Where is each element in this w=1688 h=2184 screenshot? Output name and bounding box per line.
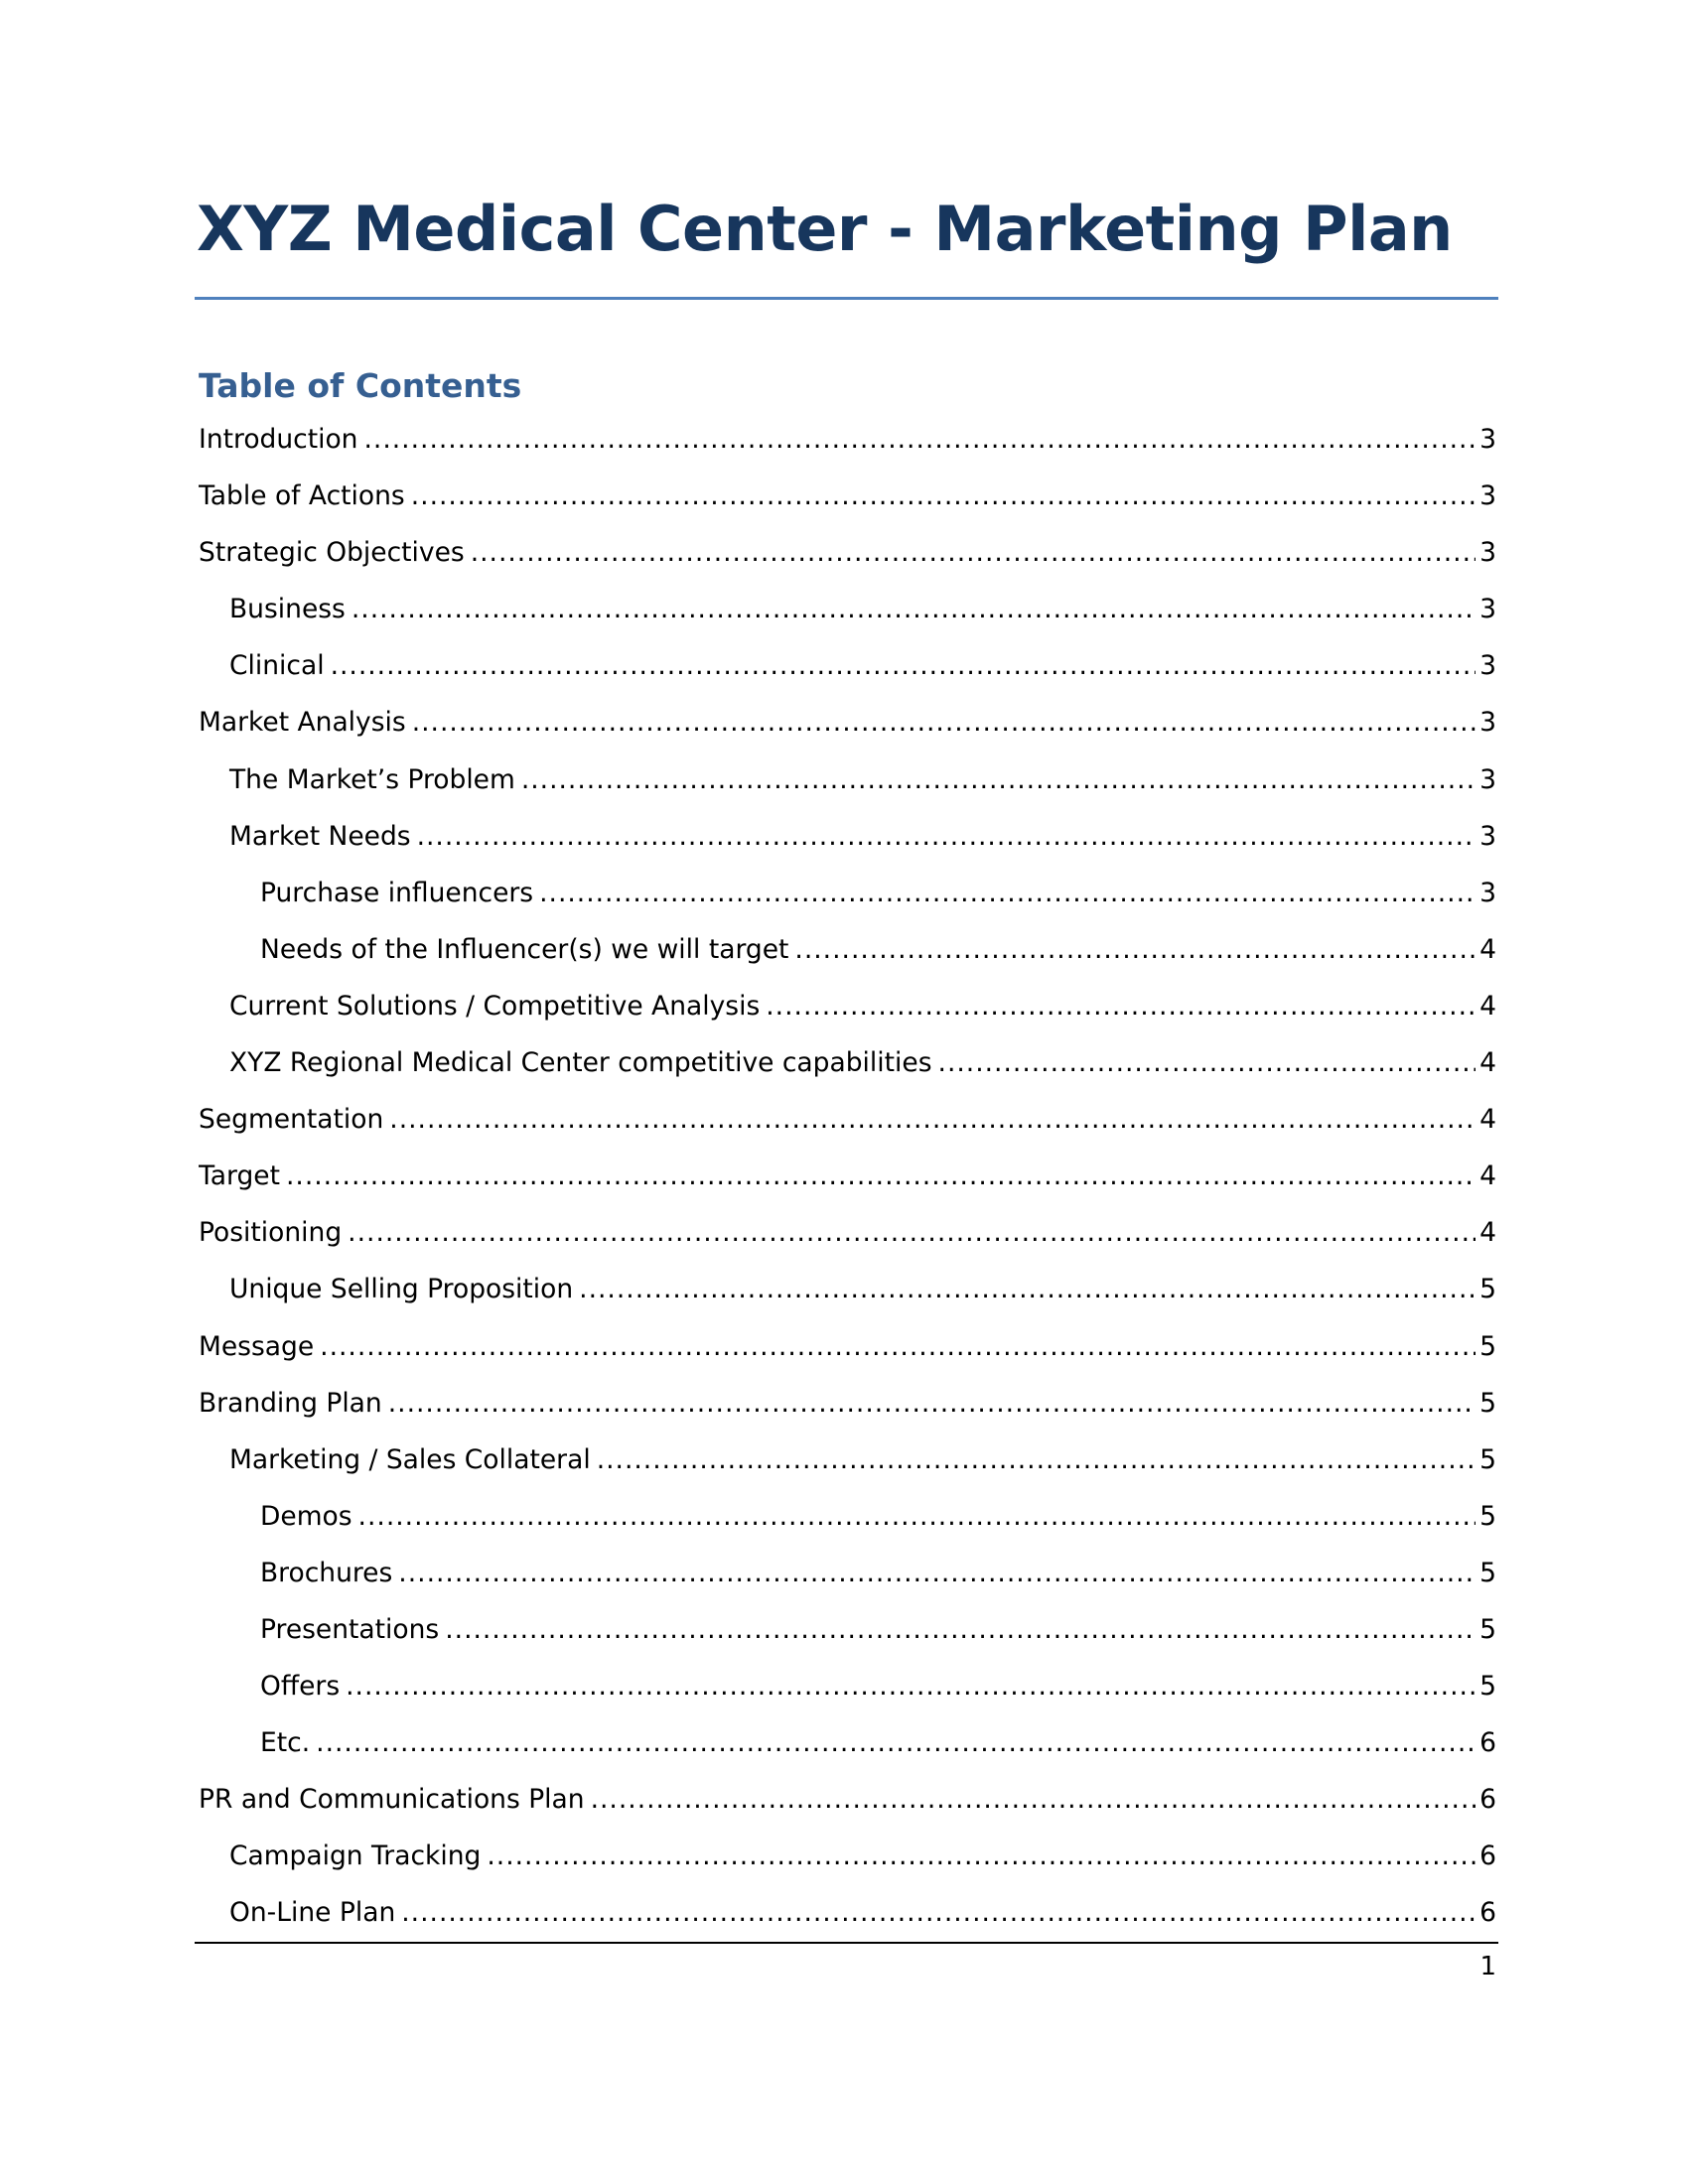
toc-entry-page: 3: [1479, 877, 1496, 908]
toc-dot-leader: [766, 978, 1476, 1034]
toc-entry-label: Introduction: [199, 424, 358, 455]
toc-dot-leader: [471, 524, 1476, 581]
toc-dot-leader: [389, 1091, 1476, 1148]
toc-entry-label: XYZ Regional Medical Center competitive capabilities: [229, 1047, 932, 1079]
toc-entry-page: 6: [1479, 1841, 1496, 1872]
toc-entry[interactable]: [199, 1318, 1496, 1375]
toc-entry-page: 3: [1479, 763, 1496, 795]
toc-dot-leader: [316, 1714, 1476, 1771]
toc-entry-page: 5: [1479, 1274, 1496, 1305]
toc-entry-label: Purchase influencers: [260, 877, 534, 908]
toc-entry-label: Current Solutions / Competitive Analysis: [229, 990, 761, 1022]
toc-entry-page: 6: [1479, 1784, 1496, 1816]
toc-entry[interactable]: [199, 1261, 1496, 1317]
toc-entry[interactable]: [199, 1432, 1496, 1488]
toc-dot-leader: [938, 1034, 1477, 1091]
toc-dot-leader: [412, 694, 1476, 751]
toc-entry-label: Campaign Tracking: [229, 1841, 482, 1872]
toc-entry-page: 5: [1479, 1387, 1496, 1419]
toc-entry-page: 4: [1479, 1160, 1496, 1192]
toc-dot-leader: [445, 1601, 1476, 1658]
toc-entry-page: 6: [1479, 1897, 1496, 1929]
toc-entry-label: Marketing / Sales Collateral: [229, 1443, 591, 1475]
toc-entry[interactable]: [199, 1828, 1496, 1884]
toc-dot-leader: [331, 637, 1477, 694]
toc-entry[interactable]: [199, 1148, 1496, 1204]
toc-entry[interactable]: [199, 581, 1496, 637]
toc-entry-label: Clinical: [229, 650, 325, 682]
toc-entry-page: 5: [1479, 1500, 1496, 1532]
toc-entry-label: Presentations: [260, 1613, 440, 1645]
toc-entry[interactable]: [199, 1545, 1496, 1601]
toc-entry[interactable]: [199, 1601, 1496, 1658]
toc-entry-page: 4: [1479, 933, 1496, 965]
toc-entry-page: 3: [1479, 480, 1496, 512]
toc-dot-leader: [411, 468, 1476, 524]
toc-dot-leader: [363, 411, 1476, 468]
toc-dot-leader: [348, 1204, 1476, 1261]
toc-entry[interactable]: [199, 751, 1496, 808]
toc-entry-page: 3: [1479, 594, 1496, 625]
toc-dot-leader: [591, 1771, 1477, 1828]
toc-dot-leader: [539, 865, 1476, 921]
toc-dot-leader: [346, 1658, 1476, 1714]
toc-dot-leader: [401, 1884, 1476, 1941]
toc-entry-page: 3: [1479, 650, 1496, 682]
toc-entry[interactable]: [199, 1488, 1496, 1545]
toc-heading: Table of Contents: [199, 366, 522, 405]
toc-entry-label: Strategic Objectives: [199, 537, 465, 569]
toc-entry[interactable]: [199, 524, 1496, 581]
toc-entry-label: Demos: [260, 1500, 352, 1532]
toc-entry[interactable]: [199, 865, 1496, 921]
toc-dot-leader: [286, 1148, 1476, 1204]
toc-dot-leader: [487, 1828, 1476, 1884]
toc-entry-label: Market Analysis: [199, 707, 406, 739]
toc-entry-label: PR and Communications Plan: [199, 1784, 585, 1816]
toc-entry-label: On-Line Plan: [229, 1897, 396, 1929]
toc-dot-leader: [358, 1488, 1477, 1545]
toc-entry[interactable]: [199, 921, 1496, 978]
toc-dot-leader: [352, 581, 1476, 637]
toc-entry[interactable]: [199, 1034, 1496, 1091]
toc-entry-label: Table of Actions: [199, 480, 405, 512]
toc-dot-leader: [521, 751, 1476, 808]
toc-entry[interactable]: [199, 637, 1496, 694]
table-of-contents: [199, 411, 1496, 1942]
toc-entry[interactable]: [199, 411, 1496, 468]
toc-entry-page: 4: [1479, 990, 1496, 1022]
toc-entry[interactable]: [199, 1714, 1496, 1771]
toc-entry[interactable]: [199, 1091, 1496, 1148]
toc-entry-label: Business: [229, 594, 346, 625]
toc-entry[interactable]: [199, 1375, 1496, 1432]
toc-entry-label: Market Needs: [229, 820, 411, 852]
toc-entry[interactable]: [199, 468, 1496, 524]
title-underline: [195, 297, 1498, 300]
toc-entry[interactable]: [199, 1771, 1496, 1828]
toc-entry-page: 5: [1479, 1671, 1496, 1703]
footer-rule: [195, 1942, 1498, 1944]
toc-entry-label: Brochures: [260, 1557, 393, 1588]
document-title: XYZ Medical Center - Marketing Plan: [197, 193, 1453, 265]
toc-entry-page: 4: [1479, 1047, 1496, 1079]
toc-entry[interactable]: [199, 1884, 1496, 1941]
toc-entry-label: Target: [199, 1160, 280, 1192]
toc-entry-page: 3: [1479, 707, 1496, 739]
toc-dot-leader: [579, 1261, 1476, 1317]
toc-entry-label: Needs of the Influencer(s) we will target: [260, 933, 789, 965]
toc-entry[interactable]: [199, 1204, 1496, 1261]
toc-entry-label: The Market’s Problem: [229, 763, 515, 795]
toc-entry-page: 5: [1479, 1443, 1496, 1475]
toc-entry-page: 5: [1479, 1330, 1496, 1362]
toc-dot-leader: [794, 921, 1476, 978]
toc-entry-page: 3: [1479, 424, 1496, 455]
toc-dot-leader: [398, 1545, 1476, 1601]
toc-entry-label: Offers: [260, 1671, 341, 1703]
toc-entry-label: Positioning: [199, 1217, 343, 1249]
toc-entry-label: Branding Plan: [199, 1387, 382, 1419]
page-number: 1: [1479, 1952, 1496, 1981]
toc-entry-page: 6: [1479, 1727, 1496, 1759]
toc-entry-page: 5: [1479, 1613, 1496, 1645]
toc-entry-page: 4: [1479, 1217, 1496, 1249]
toc-entry[interactable]: [199, 808, 1496, 865]
toc-entry-page: 5: [1479, 1557, 1496, 1588]
toc-dot-leader: [417, 808, 1477, 865]
toc-entry[interactable]: [199, 694, 1496, 751]
toc-dot-leader: [597, 1432, 1476, 1488]
toc-entry-label: Segmentation: [199, 1104, 384, 1136]
toc-entry-label: Message: [199, 1330, 315, 1362]
toc-entry-label: Etc.: [260, 1727, 311, 1759]
toc-entry-page: 4: [1479, 1104, 1496, 1136]
toc-entry[interactable]: [199, 1658, 1496, 1714]
toc-dot-leader: [320, 1318, 1476, 1375]
toc-entry-page: 3: [1479, 537, 1496, 569]
toc-entry-label: Unique Selling Proposition: [229, 1274, 574, 1305]
toc-entry[interactable]: [199, 978, 1496, 1034]
toc-entry-page: 3: [1479, 820, 1496, 852]
toc-dot-leader: [388, 1375, 1476, 1432]
